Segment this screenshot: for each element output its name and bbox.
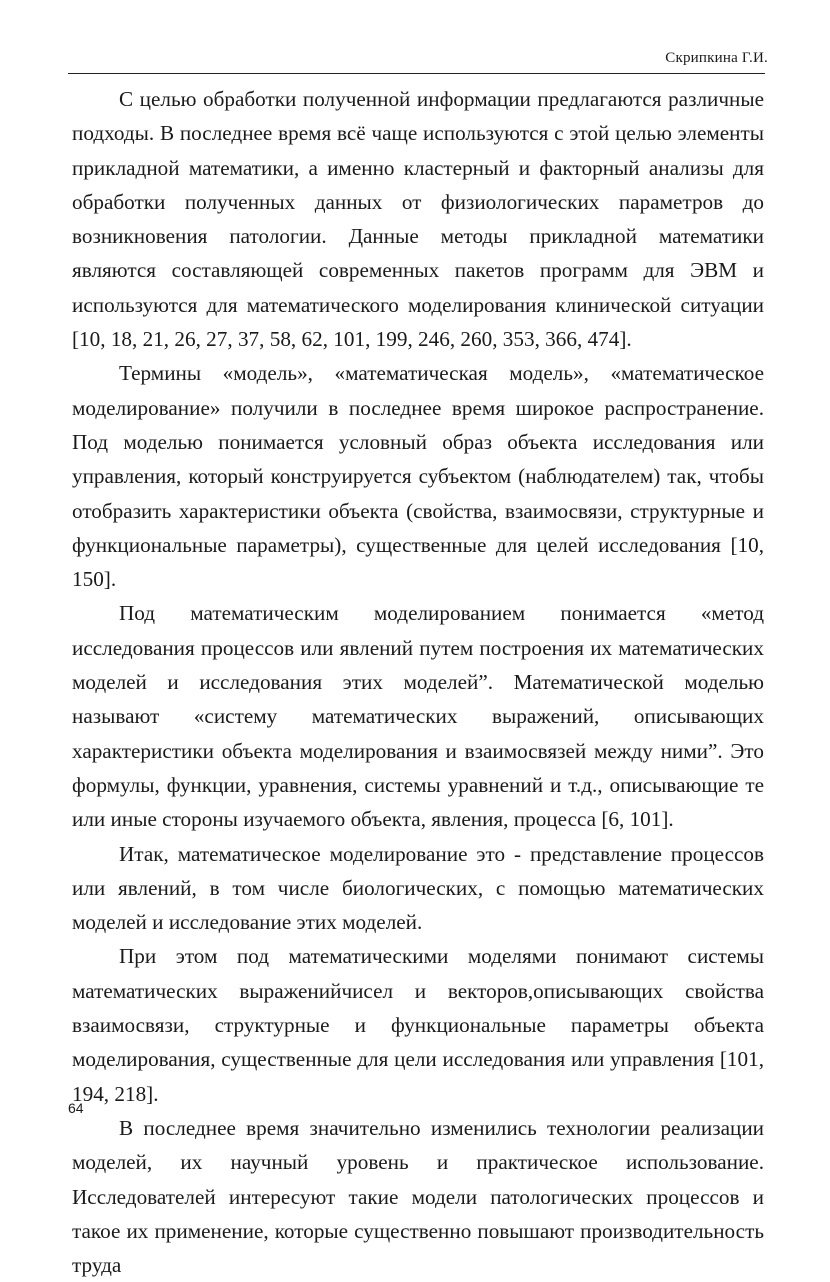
- page-number: 64: [68, 1100, 84, 1116]
- header-rule: [68, 73, 765, 74]
- running-head: Скрипкина Г.И.: [665, 50, 768, 66]
- body-text: [72, 82, 764, 1282]
- paragraph: Под математическим моделированием понимается «метод исследования процессов или явлений путем построения их математических моделей и исследования этих моделей”. Математической моделью называют «систему математических выражений, описывающих характеристики объекта моделирования и взаимосвязей между ними”. Это формулы, функции, уравнения, системы уравнений и т.д., описывающие те или иные стороны изучаемого объекта, явления, процесса [6, 101].: [72, 601, 764, 832]
- paragraph: Термины «модель», «математическая модель», «математическое моделирование» получили в последнее время широкое распространение. Под моделью понимается условный образ объекта исследования или управления, который конструируется субъектом (наблюдателем) так, чтобы отобразить характеристики объекта (свойства, взаимосвязи, структурные и функциональные параметры), существенные для целей исследования [10, 150].: [72, 361, 764, 592]
- paragraph: При этом под математическими моделями понимают системы математических выраженийчисел и векторов,описывающих свойства взаимосвязи, структурные и функциональные параметры объекта моделирования, существенные для цели исследования или управления [101, 194, 218].: [72, 944, 764, 1106]
- paragraph: В последнее время значительно изменились технологии реализации моделей, их научный уровень и практическое использование. Исследователей интересуют такие модели патологических процессов и такое их применение, которые существенно повышают производительность труда: [72, 1115, 764, 1278]
- paragraph: Итак, математическое моделирование это - представление процессов или явлений, в том числе биологических, с помощью математических моделей и исследование этих моделей.: [72, 841, 764, 935]
- paragraph: С целью обработки полученной информации предлагаются различные подходы. В последнее время всё чаще используются с этой целью элементы прикладной математики, а именно кластерный и факторный анализы для обработки полученных данных от физиологических параметров до возникновения патологии. Данные методы прикладной математики являются составляющей современных пакетов программ для ЭВМ и используются для математического моделирования клинической ситуации [10, 18, 21, 26, 27, 37, 58, 62, 101, 199, 246, 260, 353, 366, 474].: [72, 87, 764, 352]
